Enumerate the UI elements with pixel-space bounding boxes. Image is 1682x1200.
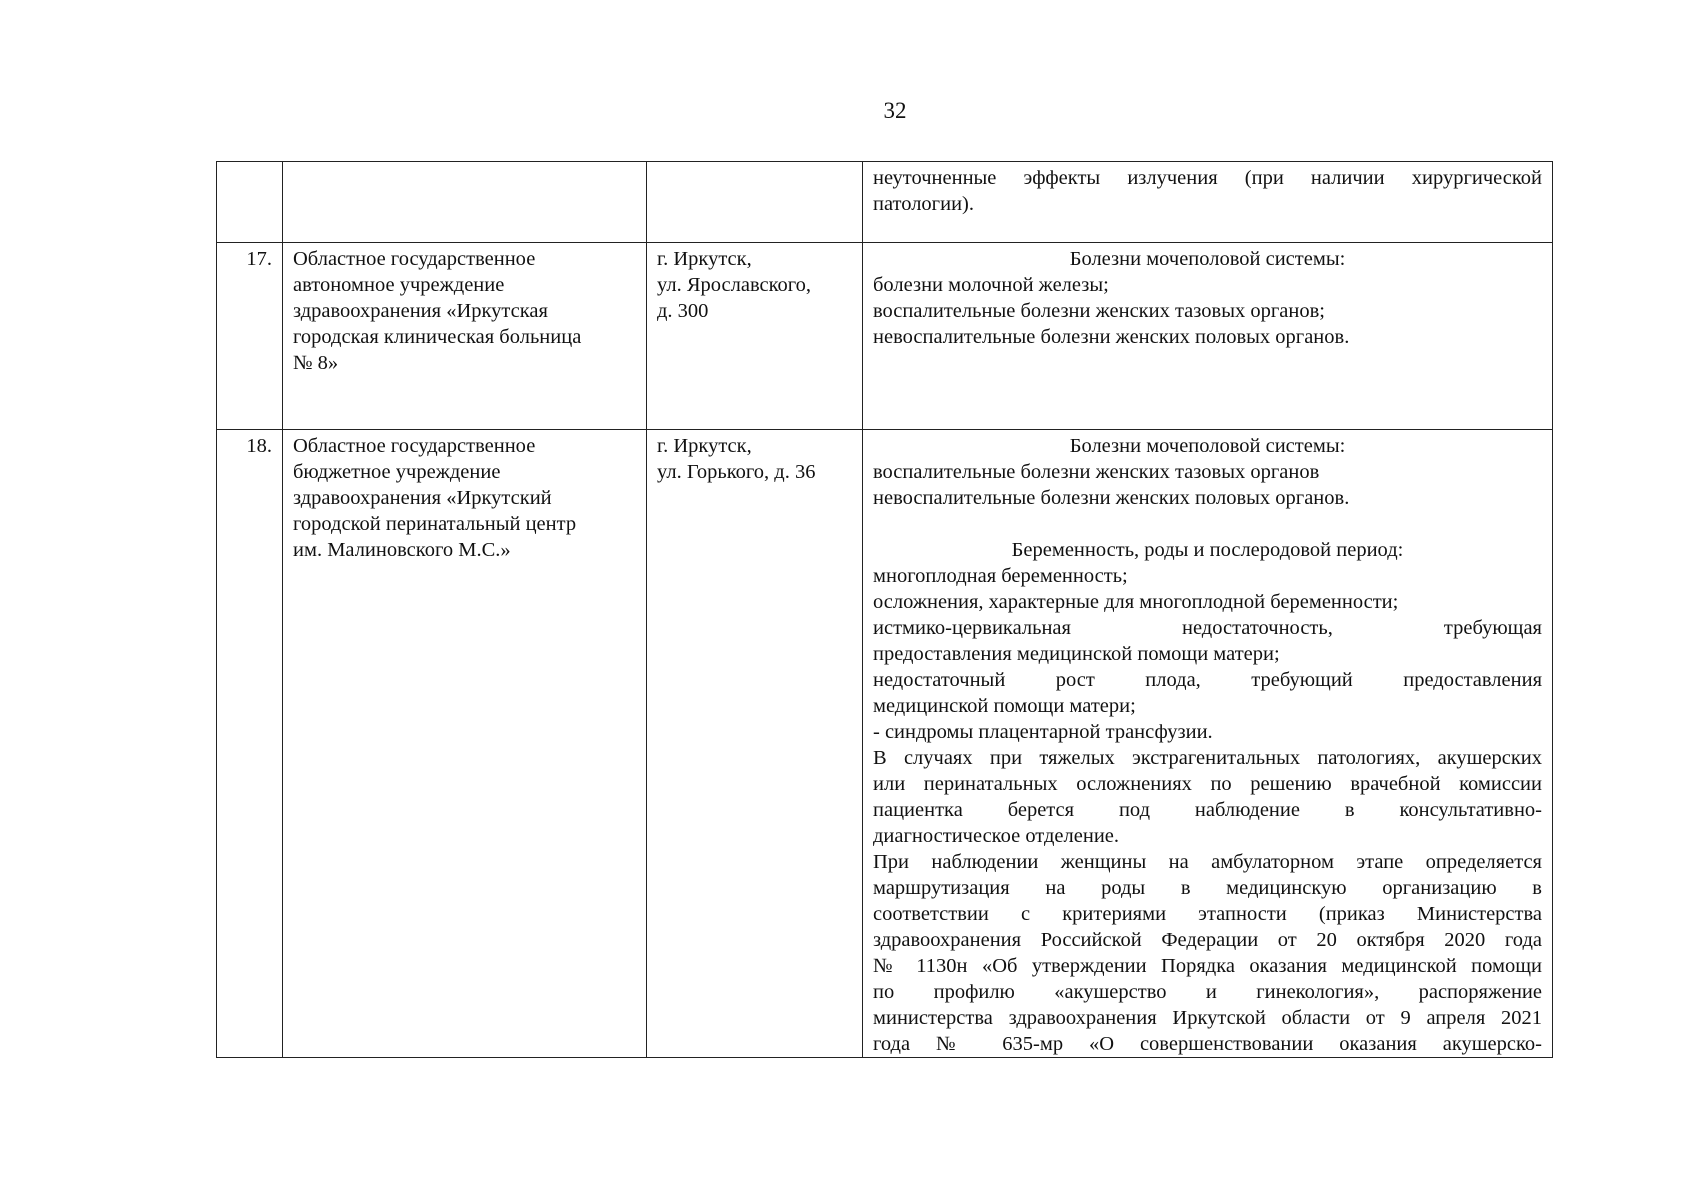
facilities-table [216,161,1553,1058]
table-row-17 [217,243,1553,430]
organization-cell [283,243,647,430]
paragraph-line: соответствии с критериями этапности (приказ Министерства [873,903,1542,925]
row-number: 18. [217,430,283,1058]
address-line: ул. Ярославского, [657,274,812,296]
org-line: № 8» [293,352,339,374]
list-item: невоспалительные болезни женских половых органов. [873,487,1350,509]
org-line: автономное учреждение [293,274,505,296]
organization-cell [283,162,647,243]
description-cell [863,162,1553,243]
description-line: неуточненные эффекты излучения (при наличии хирургической [873,167,1542,189]
table-row-18 [217,430,1553,1058]
org-line: бюджетное учреждение [293,461,501,483]
paragraph-line: здравоохранения Российской Федерации от 20 октября 2020 года [873,929,1542,951]
organization-cell [283,430,647,1058]
org-line: Областное государственное [293,248,536,270]
description-cell [863,430,1553,1058]
paragraph-line: маршрутизация на роды в медицинскую организацию в [873,877,1542,899]
org-line: им. Малиновского М.С.» [293,539,511,561]
paragraph-line: или перинатальных осложнениях по решению врачебной комиссии [873,773,1542,795]
list-item: медицинской помощи матери; [873,695,1136,717]
page-number: 32 [883,98,907,123]
paragraph-line: по профилю «акушерство и гинекология», распоряжение [873,981,1542,1003]
section-heading: Беременность, роды и послеродовой период: [1011,539,1404,561]
org-line: городская клиническая больница [293,326,582,348]
section-heading: Болезни мочеполовой системы: [1069,435,1346,457]
address-line: ул. Горького, д. 36 [657,461,816,483]
blank-line [873,511,1542,537]
org-line: здравоохранения «Иркутский [293,487,552,509]
row-number: 17. [217,243,283,430]
list-item: невоспалительные болезни женских половых органов. [873,326,1350,348]
org-line: Областное государственное [293,435,536,457]
address-line: г. Иркутск, [657,435,752,457]
table-row-continuation [217,162,1553,243]
description-line: патологии). [873,193,974,215]
list-item: воспалительные болезни женских тазовых органов [873,461,1320,483]
list-item: предоставления медицинской помощи матери; [873,643,1280,665]
paragraph-line: года № 635-мр «О совершенствовании оказания акушерско- [873,1033,1542,1055]
paragraph-line: № 1130н «Об утверждении Порядка оказания медицинской помощи [873,955,1542,977]
address-cell [647,243,863,430]
org-line: городской перинатальный центр [293,513,577,535]
description-cell [863,243,1553,430]
paragraph-line: пациентка берется под наблюдение в консультативно- [873,799,1542,821]
paragraph-line: В случаях при тяжелых экстрагенитальных патологиях, акушерских [873,747,1542,769]
section-heading: Болезни мочеполовой системы: [1069,248,1346,270]
address-line: г. Иркутск, [657,248,752,270]
list-item: недостаточный рост плода, требующий предоставления [873,669,1542,691]
list-item: многоплодная беременность; [873,565,1128,587]
org-line: здравоохранения «Иркутская [293,300,548,322]
list-item: истмико-цервикальная недостаточность, требующая [873,617,1542,639]
list-item: - синдромы плацентарной трансфузии. [873,721,1213,743]
number-cell [217,162,283,243]
paragraph-line: министерства здравоохранения Иркутской области от 9 апреля 2021 [873,1007,1542,1029]
address-line: д. 300 [657,300,709,322]
address-cell [647,430,863,1058]
paragraph-line: При наблюдении женщины на амбулаторном этапе определяется [873,851,1542,873]
paragraph-line: диагностическое отделение. [873,825,1120,847]
list-item: болезни молочной железы; [873,274,1109,296]
address-cell [647,162,863,243]
list-item: осложнения, характерные для многоплодной беременности; [873,591,1399,613]
list-item: воспалительные болезни женских тазовых органов; [873,300,1325,322]
